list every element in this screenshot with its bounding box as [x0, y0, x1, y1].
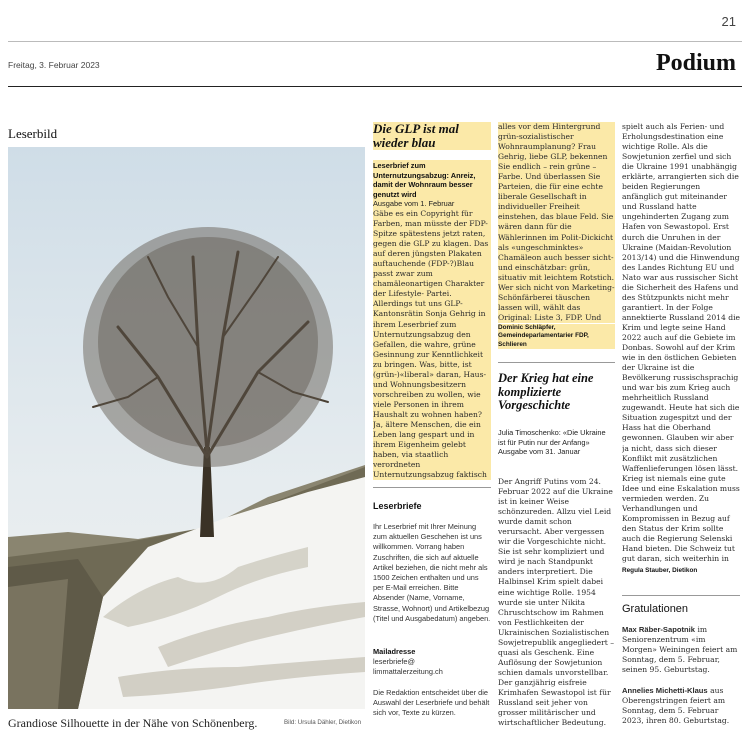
section-rule: [8, 86, 742, 87]
article1-title: [373, 122, 491, 150]
gratulationen-entry-1: [622, 625, 740, 675]
leserbild-caption: Grandiose Silhouette in der Nähe von Schönenberg.: [8, 716, 258, 730]
gratulationen-rule: [622, 595, 740, 596]
leserbriefe-mail-label: Mailadresse: [373, 647, 416, 656]
leserbriefe-mail-line1[interactable]: leserbriefe@: [373, 657, 416, 666]
article2-title-line2: komplizierte: [498, 384, 562, 399]
gratulation-2-text: aus Oberengstringen feiert am Sonntag, dem 5. Februar 2023, ihren 80. Geburtstag.: [622, 686, 730, 726]
article1-lead-block: [373, 160, 491, 210]
article1-lead-source: Ausgabe vom 1. Februar: [373, 199, 455, 209]
article2-body-continued: spielt auch als Ferien- und Erholungsdestination eine wichtige Rolle. Als die Sowjetunion zerfiel und sich die Ukraine 1991 unabhängig erklärte, arrangierten sich die beiden Regierungen anfänglich gut miteinander und Russland hatte ungehinderten Zugang zum Hafen von Sewastopol. Erst durch die Unruhen in der Ukraine (Maidan-Revolution 2013/14) und die Hinwendung des Landes Richtung EU und Nato war aus russischer Sicht die Sicherheit des Hafens und des Stützpunkts nicht mehr garantiert. In der Folge annektierte Russland 2014 die Krim und legte seine Hand 2022 auch auf die Gebiete im Donbas. Sowohl auf der Krim wie in den östlichen Gebieten der Ukraine ist die Bevölkerung russischsprachig und war bis zum Krieg auch mehrheitlich Russland zugewandt. Heute hat sich die Situation zugespitzt und der Hass hat die Oberhand gewonnen. Glauben wir aber ja nicht, dass sich dieser Konflikt mit zusätzlichen Waffenlieferungen lösen lässt. Krieg ist niemals eine gute Idee und eine Eskalation muss vermieden werden. Zu Verhandlungen und Kompromissen in Bezug auf den Status der Krim sollte auch die Regierung Selenski Hand bieten. Die Schweiz tut gut daran, sich weiterhin in: [622, 122, 740, 564]
article1-body-continued: alles vor dem Hintergrund grün-sozialistischer Wohnraumplanung? Frau Gehrig, liebe GLP, bekennen Sie endlich – rein grüne – Farbe. Und überlassen Sie Parteien, die für eine echte liberale Gesellschaft in individueller Freiheit einstehen, das blaue Feld. Sie wären dann für die Wählerinnen im Polit-Dickicht als «ungeschminktes» Chamäleon auch besser sicht- und einschätzbar: grün, situativ mit leichtem Rotstich. Wer sich nicht von Marketing-Schönfärberei täuschen lassen will, wählt das Original: Liste 3, FDP. Und: [498, 122, 615, 322]
gratulation-2-name: Annelies Michetti-Klaus: [622, 686, 708, 695]
gratulation-1-text: im Seniorenzentrum «im Morgen» Weiningen feiert am Sonntag, dem 5. Februar, seinen 95. Geburtstag.: [622, 625, 738, 675]
leserbriefe-mail-line2[interactable]: limmattalerzeitung.ch: [373, 667, 443, 676]
article1-title-line1: Die GLP ist mal: [373, 121, 459, 136]
leserbriefe-note: Die Redaktion entscheidet über die Auswahl der Leserbriefe und behält sich vor, Texte zu kürzen.: [373, 688, 490, 718]
article2-title-line3: Vorgeschichte: [498, 398, 571, 412]
leserbild-heading: Leserbild: [8, 126, 58, 141]
article2-signature: Regula Stauber, Dietikon: [622, 567, 698, 574]
article2-title: [498, 372, 615, 413]
section-title: Podium: [655, 50, 736, 76]
gratulationen-heading: Gratulationen: [622, 603, 689, 615]
article2-lead-source: Ausgabe vom 31. Januar: [498, 447, 581, 457]
issue-date: Freitag, 3. Februar 2023: [8, 60, 100, 70]
article2-title-line1: Der Krieg hat eine: [498, 371, 594, 385]
article1-title-line2: wieder blau: [373, 135, 436, 151]
leserbild-credit: Bild: Ursula Dähler, Dietikon: [284, 719, 362, 726]
article2-lead: Julia Timoschenko: «Die Ukraine ist für Putin nur der Anfang»: [498, 428, 606, 447]
header-rule: [8, 41, 742, 42]
page-number: 21: [721, 14, 736, 29]
article1-lead: Leserbrief zum Unternutzungsabzug: Anreiz, damit der Wohnraum besser genutzt wird: [373, 161, 476, 199]
article1-header: [373, 122, 491, 210]
article1-body: Gäbe es ein Copyright für Farben, man müsste der FDP-Spitze spätestens jetzt raten, gegen die GLP zu klagen. Das auf deren jüngsten Plakaten auftauchende (FDP-?)Blau passt zwar zum chamäleonartigen Charakter der Lifestyle- Partei. Allerdings tut uns GLP-Kantonsrätin Sonja Gehrig in ihrem Leserbrief zum Unternutzungsabzug den Gefallen, die wahre, grüne Gesinnung zur Kenntlichkeit zu bringen. Was, bitte, ist (grün-)«liberal» daran, Haus- und Wohnungsbesitzern vorschreiben zu wollen, wie viele Personen in ihrem Haushalt zu wohnen haben? Ja, ältere Menschen, die ein Leben lang gespart und in ihrem Eigenheim gelebt haben, via staatlich verordneten Unternutzungsabzug faktisch: [373, 209, 491, 480]
leserbriefe-text: Ihr Leserbrief mit Ihrer Meinung zum aktuellen Geschehen ist uns willkommen. Vorrang haben Zuschriften, die sich auf aktuelle Artikel beziehen, die nicht mehr als 1500 Zeichen enthalten und uns per E-Mail erreichen. Bitte Absender (Name, Vorname, Strasse, Wohnort) und Artikelbezug (Titel und Ausgabedatum) angeben.: [373, 522, 491, 623]
article2-lead-block: [498, 428, 615, 457]
leserbriefe-rule: [373, 487, 491, 488]
leserbild-photo: [8, 147, 365, 709]
leserbriefe-heading: Leserbriefe: [373, 501, 422, 511]
article2-body: Der Angriff Putins vom 24. Februar 2022 auf die Ukraine ist in keiner Weise schönzureden. Allzu viel Leid wurde damit schon verursacht. Aber vergessen wir die Vorgeschichte nicht. Sie ist sehr kompliziert und wird je nach Standpunkt anders interpretiert. Die Halbinsel Krim spielt dabei eine wichtige Rolle. 1954 wurde sie unter Nikita Chruschtschow im Rahmen von Festlichkeiten der Ukrainischen Sozialistischen Sowjetrepublik angegliedert – quasi als Geschenk. Eine Auflösung der Sowjetunion schien damals unvorstellbar. Der ganzjährig eisfreie Krimhafen Sewastopol ist für Russland seit jeher von grosser militärischer und wirtschaftlicher Bedeutung.: [498, 477, 615, 728]
gratulationen-entry-2: [622, 686, 740, 726]
gratulation-1-name: Max Räber-Sapotnik: [622, 625, 696, 634]
article1-signature: Dominic Schläpfer, Gemeindeparlamentarier FDP, Schlieren: [498, 324, 615, 349]
article2-rule: [498, 362, 615, 363]
